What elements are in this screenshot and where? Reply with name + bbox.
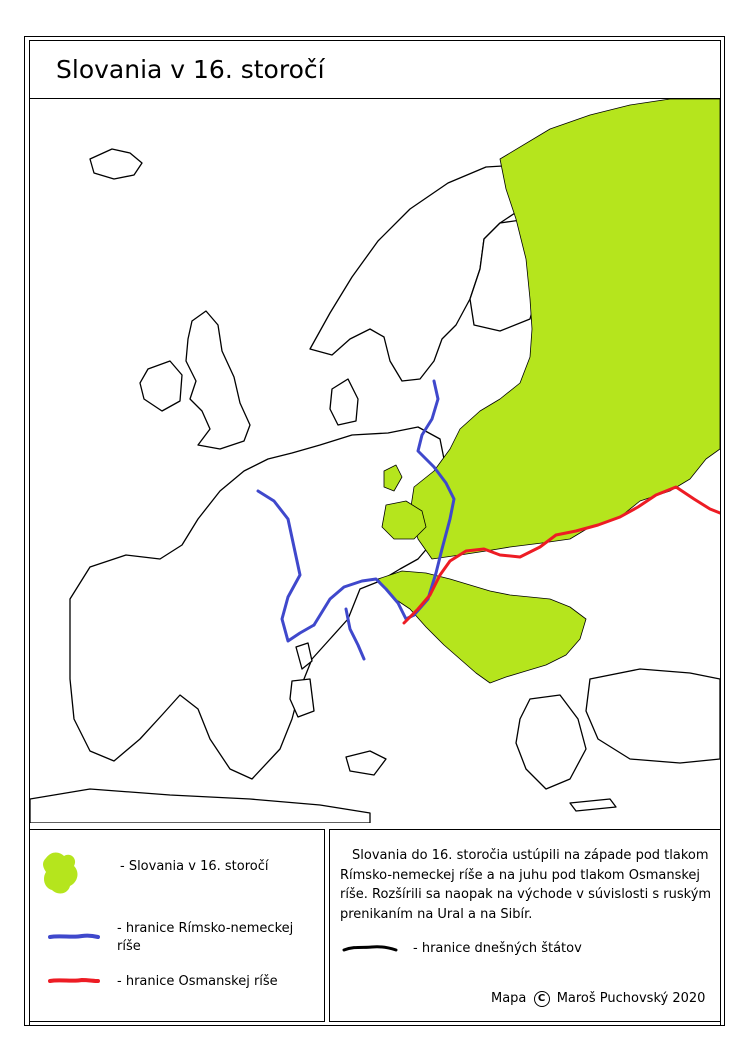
slavs-balkans <box>378 571 586 683</box>
ottoman-line-icon <box>48 974 100 988</box>
credit-author: Maroš Puchovský 2020 <box>556 991 706 1006</box>
map-title: Slovania v 16. storočí <box>56 55 325 84</box>
denmark <box>330 379 358 425</box>
north-africa <box>30 789 370 823</box>
hre-line-icon <box>48 930 100 944</box>
crete <box>570 799 616 811</box>
great-britain <box>186 311 250 449</box>
slavs-east <box>410 99 720 559</box>
anatolia <box>586 669 720 763</box>
ireland <box>140 361 182 411</box>
legend-hre-label-line1: - hranice Rímsko-nemeckej <box>117 921 294 936</box>
modern-border-line-icon <box>342 942 398 956</box>
europe-map <box>30 99 720 823</box>
iceland <box>90 149 142 179</box>
slavs-swatch-icon <box>40 848 84 898</box>
credit-line <box>491 990 705 1008</box>
legend-modern-label: - hranice dnešných štátov <box>413 941 582 956</box>
sicily <box>346 751 386 775</box>
copyright-icon: C <box>534 991 550 1007</box>
description-text: Slovania do 16. storočia ustúpili na západe pod tlakom Rímsko-nemeckej ríše a na juhu pod tlakom Osmanskej ríše. Rozšírili sa naopak na východe v súvislosti s ruským prenikaním na Ural a na Sibír. <box>340 848 712 922</box>
map-area <box>30 99 720 823</box>
greece <box>516 695 586 789</box>
legend-hre-label-line2: ríše <box>117 939 141 954</box>
credit-prefix: Mapa <box>491 991 527 1006</box>
legend-slavs-label: - Slovania v 16. storočí <box>120 859 269 874</box>
legend-ottoman-label: - hranice Osmanskej ríše <box>117 974 278 989</box>
